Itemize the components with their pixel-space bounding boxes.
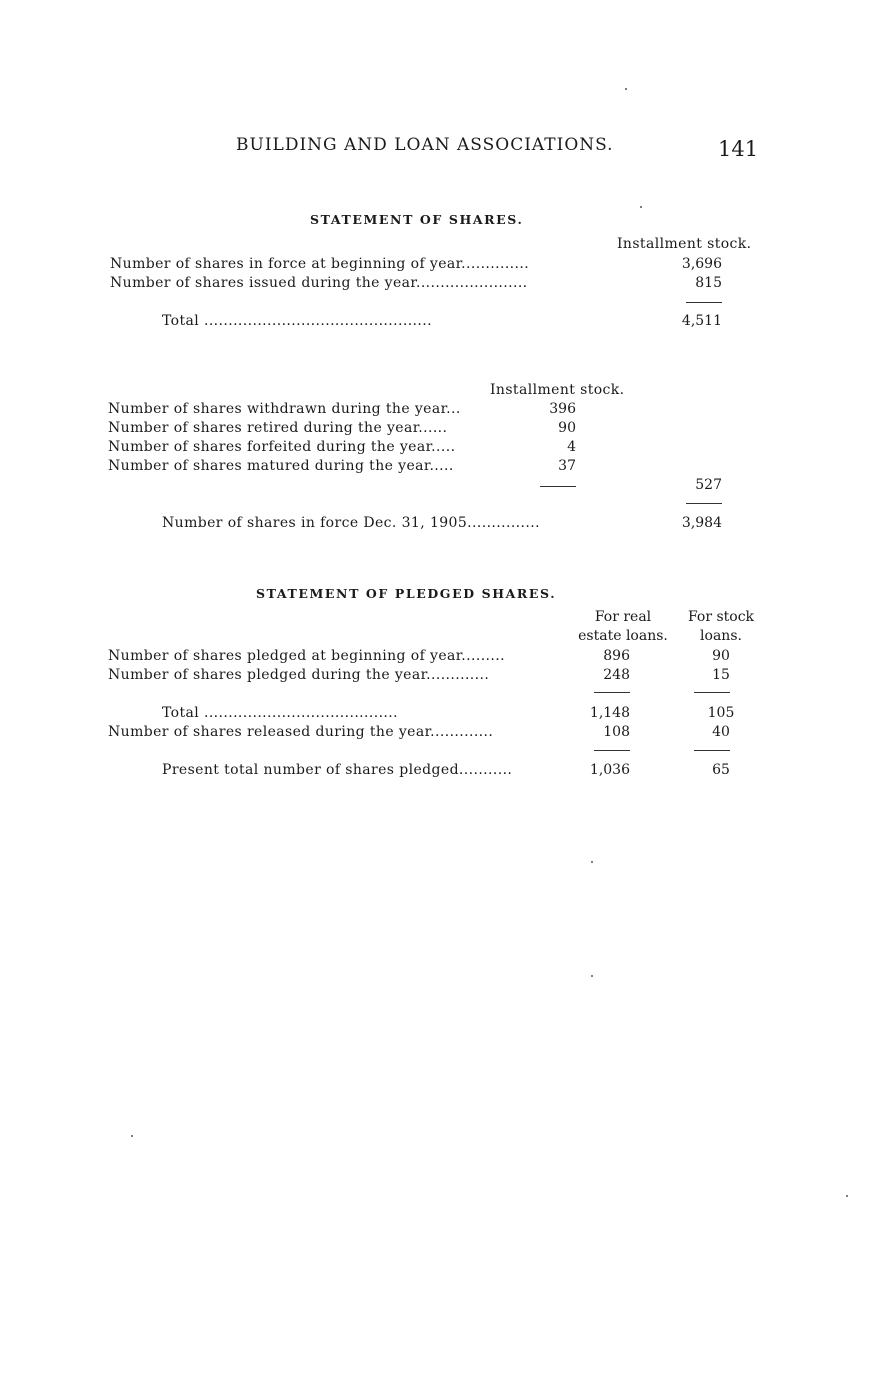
in-force-label: Number of shares in force Dec. 31, 1905...............	[162, 515, 540, 531]
shares-row-value: 815	[695, 275, 722, 291]
pledged-total-stock: 105	[707, 705, 735, 721]
sum-rule	[594, 692, 630, 693]
statement-of-shares-title: STATEMENT OF SHARES.	[310, 212, 524, 227]
stock-loans-header: loans.	[700, 628, 742, 644]
stock-loans-header: For stock	[687, 609, 755, 625]
withdrawal-row-value: 396	[549, 401, 576, 417]
present-total-real-estate: 1,036	[589, 762, 630, 778]
installment-stock-header-2: Installment stock.	[490, 382, 625, 398]
scan-speck	[640, 206, 642, 208]
sum-rule	[686, 302, 722, 303]
withdrawal-row-value: 37	[558, 458, 576, 474]
running-header: BUILDING AND LOAN ASSOCIATIONS.	[236, 135, 614, 155]
sum-rule	[694, 750, 730, 751]
shares-row-label: Number of shares issued during the year.......................	[110, 275, 528, 291]
withdrawal-row-label: Number of shares matured during the year.....	[108, 458, 454, 474]
scan-speck	[591, 861, 593, 863]
sum-rule	[694, 692, 730, 693]
withdrawal-row-label: Number of shares forfeited during the year.....	[108, 439, 456, 455]
real-estate-header: For real	[594, 609, 652, 625]
withdrawal-subtotal: 527	[695, 477, 722, 493]
pledged-real-estate-value: 248	[603, 667, 630, 683]
scan-speck	[591, 975, 593, 977]
pledged-row-label: Number of shares pledged at beginning of year.........	[108, 648, 505, 664]
present-total-stock: 65	[712, 762, 730, 778]
shares-row-label: Number of shares in force at beginning of year..............	[110, 256, 530, 272]
pledged-shares-title: STATEMENT OF PLEDGED SHARES.	[256, 586, 557, 601]
pledged-stock-value: 90	[712, 648, 730, 664]
real-estate-header: estate loans.	[578, 628, 668, 644]
present-total-label: Present total number of shares pledged...........	[162, 762, 513, 778]
pledged-real-estate-value: 896	[603, 648, 630, 664]
sum-rule	[686, 503, 722, 504]
scan-speck	[131, 1135, 133, 1137]
released-real-estate: 108	[603, 724, 630, 740]
withdrawal-row-value: 90	[558, 420, 576, 436]
scan-speck	[846, 1195, 848, 1197]
shares-row-value: 3,696	[681, 256, 722, 272]
pledged-row-label: Number of shares pledged during the year.............	[108, 667, 490, 683]
pledged-stock-value: 15	[712, 667, 730, 683]
released-label: Number of shares released during the year.............	[108, 724, 494, 740]
sum-rule	[594, 750, 630, 751]
shares-total-label: Total ...............................................	[162, 313, 432, 329]
in-force-value: 3,984	[681, 515, 722, 531]
sum-rule	[540, 486, 576, 487]
withdrawal-row-label: Number of shares withdrawn during the year...	[108, 401, 461, 417]
pledged-total-real-estate: 1,148	[589, 705, 630, 721]
scan-speck	[625, 88, 627, 90]
page-number: 141	[718, 137, 759, 161]
withdrawal-row-label: Number of shares retired during the year......	[108, 420, 448, 436]
shares-total-value: 4,511	[681, 313, 722, 329]
installment-stock-header: Installment stock.	[617, 236, 752, 252]
pledged-total-label: Total ........................................	[162, 705, 398, 721]
released-stock: 40	[712, 724, 730, 740]
withdrawal-row-value: 4	[567, 439, 576, 455]
